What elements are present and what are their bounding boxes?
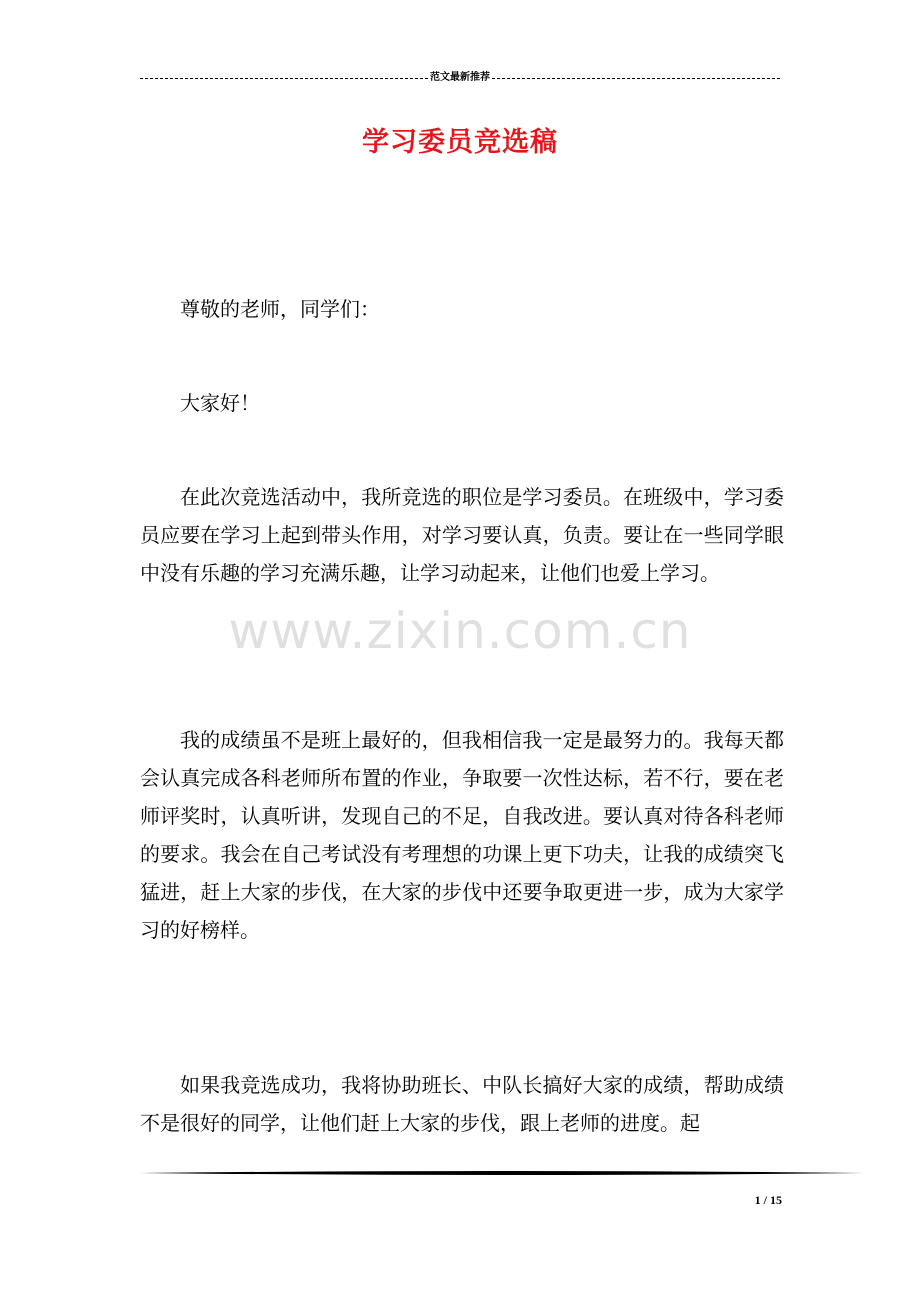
page-number: 1 / 15 — [754, 1193, 782, 1207]
watermark: www.zixin.com.cn — [228, 602, 692, 660]
paragraph-text: 我的成绩虽不是班上最好的，但我相信我一定是最努力的。我每天都会认真完成各科老师所布置的作业，争取要一次性达标，若不行，要在老师评奖时，认真听讲，发现自己的不足，自我改进。要认真对待各科老师的要求。我会在自己考试没有考理想的功课上更下功夫，让我的成绩突飞猛进，赶上大家的步伐，在大家的步伐中还要争取更进一步，成为大家学习的好榜样。 — [140, 728, 784, 942]
paragraph-text: 在此次竞选活动中，我所竞选的职位是学习委员。在班级中，学习委员应要在学习上起到带头作用，对学习要认真，负责。要让在一些同学眼中没有乐趣的学习充满乐趣，让学习动起来，让他们也爱上学习。 — [140, 485, 784, 585]
paragraph-2 — [140, 721, 784, 949]
document-title: 学习委员竞选稿 — [362, 127, 558, 158]
salutation-text: 大家好！ — [180, 391, 260, 415]
header-label: 范文最新推荐 — [430, 72, 490, 83]
greeting-text: 尊敬的老师，同学们： — [180, 297, 380, 321]
header-dash-left — [140, 78, 428, 79]
page-header — [140, 70, 780, 86]
salutation — [140, 384, 784, 422]
footer-rule — [140, 1170, 864, 1176]
greeting — [140, 290, 784, 328]
paragraph-1 — [140, 478, 784, 592]
paragraph-3 — [140, 1066, 784, 1142]
header-dash-right — [492, 78, 780, 79]
paragraph-text: 如果我竞选成功，我将协助班长、中队长搞好大家的成绩，帮助成绩不是很好的同学，让他们赶上大家的步伐，跟上老师的进度。起 — [140, 1073, 784, 1135]
